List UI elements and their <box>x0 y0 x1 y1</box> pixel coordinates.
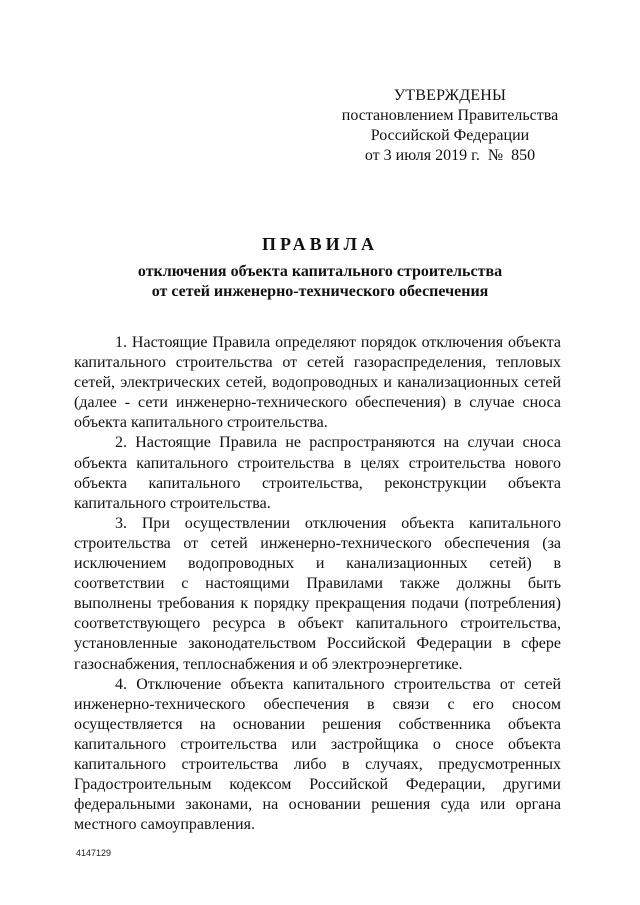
approval-line-date-number: от 3 июля 2019 г. № 850 <box>364 147 536 164</box>
approval-stamp <box>330 86 570 166</box>
paragraph-4: 4. Отключение объекта капитального строительства от сетей инженерно-технического обеспечения в связи с его сносом осуществляется на основании решения собственника объекта капитального строительства или застройщика о сносе объекта капитального строительства либо в случаях, предусмотренных Градостроительным кодексом Российской Федерации, другими федеральными законами, на основании решения суда или органа местного самоуправления. <box>74 675 561 834</box>
rules-subtitle-line-2: от сетей инженерно-технического обеспечения <box>151 283 489 300</box>
paragraph-3: 3. При осуществлении отключения объекта капитального строительства от сетей инженерно-технического обеспечения (за исключением водопроводных и канализационных сетей) в соответствии с настоящими Правилами также должны быть выполнены требования к порядку прекращения подачи (потребления) соответствующего ресурса в объект капитального строительства, установленные законодательством Российской Федерации в сфере газоснабжения, теплоснабжения и об электроэнергетике. <box>74 514 561 673</box>
rules-title: ПРАВИЛА <box>261 234 379 254</box>
paragraph-1: 1. Настоящие Правила определяют порядок отключения объекта капитального строительства от сетей газораспределения, тепловых сетей, электрических сетей, водопроводных и канализационных сетей (далее - сети инженерно-технического обеспечения) в случае сноса объекта капитального строительства. <box>74 334 561 432</box>
approval-line-government: Российской Федерации <box>370 127 530 144</box>
rules-subtitle <box>70 262 570 302</box>
paragraph-2: 2. Настоящие Правила не распространяются на случаи сноса объекта капитального строительства в целях строительства нового объекта капитального строительства, реконструкции объекта капитального строительства. <box>74 434 561 512</box>
document-code: 4147129 <box>76 848 112 858</box>
rules-subtitle-line-1: отключения объекта капитального строительства <box>137 263 503 280</box>
approval-line-resolution: постановлением Правительства <box>341 107 559 124</box>
rules-body <box>74 333 561 835</box>
approval-title: УТВЕРЖДЕНЫ <box>393 87 507 104</box>
